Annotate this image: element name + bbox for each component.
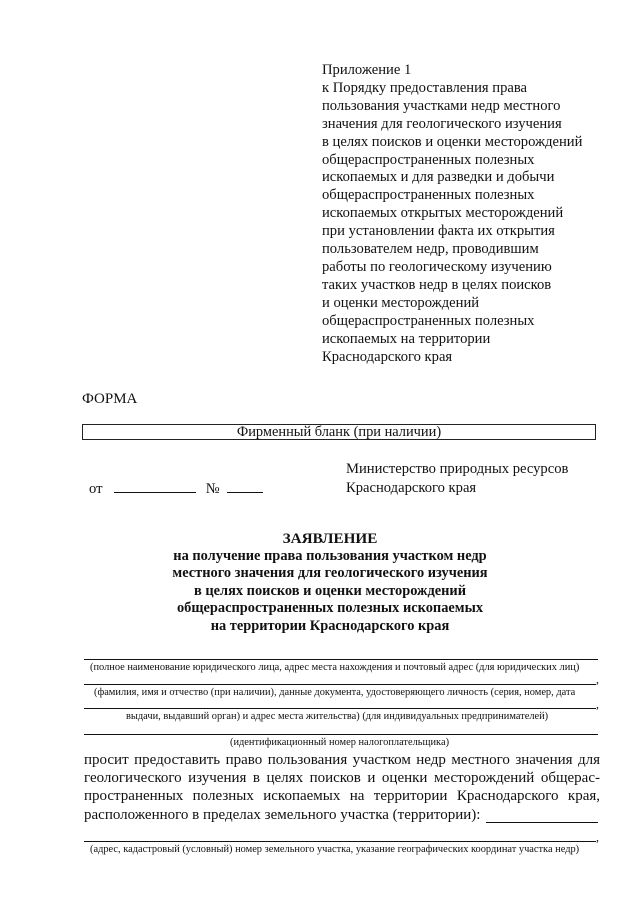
inn-field[interactable] bbox=[84, 734, 598, 735]
appendix-line: ископаемых и для разведки и добычи bbox=[322, 169, 555, 186]
appendix-line: к Порядку предоставления права bbox=[322, 79, 528, 96]
address-hint: (адрес, кадастровый (условный) номер земельного участка, указание географических координат участка недр) bbox=[90, 844, 580, 855]
appendix-line: и оценки месторождений bbox=[322, 294, 480, 311]
appendix-line: пользования участками недр местного bbox=[322, 97, 561, 114]
document-title bbox=[110, 530, 550, 636]
legal-entity-field[interactable] bbox=[84, 659, 598, 660]
appendix-line: общераспространенных полезных bbox=[322, 151, 535, 168]
number-label: № bbox=[205, 481, 220, 497]
individual-field-1[interactable] bbox=[84, 684, 596, 685]
form-label: ФОРМА bbox=[82, 391, 138, 407]
appendix-line: Краснодарского края bbox=[322, 348, 453, 365]
title-line: общераспространенных полезных ископаемых bbox=[176, 600, 484, 617]
letterhead-label: Фирменный бланк (при наличии) bbox=[236, 424, 442, 440]
appendix-line: Приложение 1 bbox=[322, 62, 412, 78]
title-line: на получение права пользования участком недр bbox=[173, 547, 487, 564]
appendix-line: таких участков недр в целях поисков bbox=[322, 276, 552, 293]
comma-mark: , bbox=[596, 672, 599, 686]
individual-field-2[interactable] bbox=[84, 708, 596, 709]
recipient-line-1: Министерство природных ресурсов bbox=[346, 461, 569, 477]
body-line: геологического изучения в целях поисков и оценки месторождений общерас- bbox=[84, 770, 600, 787]
recipient-block bbox=[346, 460, 568, 497]
appendix-line: при установлении факта их открытия bbox=[322, 223, 555, 240]
individual-hint-1: (фамилия, имя и отчество (при наличии), данные документа, удостоверяющего личность (серия, номер, дата bbox=[94, 687, 576, 698]
title-line: в целях поисков и оценки месторождений bbox=[193, 582, 467, 599]
number-field[interactable] bbox=[227, 478, 263, 493]
body-line: расположенного в пределах земельного участка (территории): bbox=[84, 806, 481, 823]
recipient-line-2: Краснодарского края bbox=[346, 479, 477, 496]
legal-entity-hint: (полное наименование юридического лица, адрес места нахождения и почтовый адрес (для юридических лиц) bbox=[90, 662, 580, 673]
date-label: от bbox=[89, 481, 103, 497]
request-paragraph bbox=[84, 751, 600, 824]
appendix-line: в целях поисков и оценки месторождений bbox=[322, 133, 583, 150]
address-field[interactable] bbox=[84, 841, 596, 842]
appendix-line: работы по геологическому изучению bbox=[322, 258, 552, 275]
appendix-line: значения для геологического изучения bbox=[322, 115, 562, 132]
comma-mark: , bbox=[596, 697, 599, 711]
body-line: просит предоставить право пользования участком недр местного значения для bbox=[84, 752, 600, 768]
individual-hint-2: выдачи, выдавший орган) и адрес места жительства) (для индивидуальных предпринимателей) bbox=[126, 711, 549, 722]
appendix-line: ископаемых открытых месторождений bbox=[322, 205, 564, 222]
title-heading: ЗАЯВЛЕНИЕ bbox=[282, 530, 378, 547]
appendix-line: общераспространенных полезных bbox=[322, 187, 535, 204]
date-number-line bbox=[89, 478, 263, 498]
appendix-line: ископаемых на территории bbox=[322, 330, 491, 347]
territory-field[interactable] bbox=[486, 822, 598, 823]
letterhead-box bbox=[82, 424, 596, 440]
appendix-line: пользователем недр, проводившим bbox=[322, 241, 539, 258]
title-line: на территории Краснодарского края bbox=[210, 617, 450, 634]
appendix-line: общераспространенных полезных bbox=[322, 312, 535, 329]
comma-mark: , bbox=[596, 830, 599, 844]
appendix-block bbox=[322, 62, 632, 366]
date-field[interactable] bbox=[114, 478, 196, 493]
title-line: местного значения для геологического изучения bbox=[172, 565, 488, 582]
body-line: пространенных полезных ископаемых на территории Краснодарского края, bbox=[84, 788, 600, 805]
inn-hint: (идентификационный номер налогоплательщика) bbox=[230, 737, 450, 748]
